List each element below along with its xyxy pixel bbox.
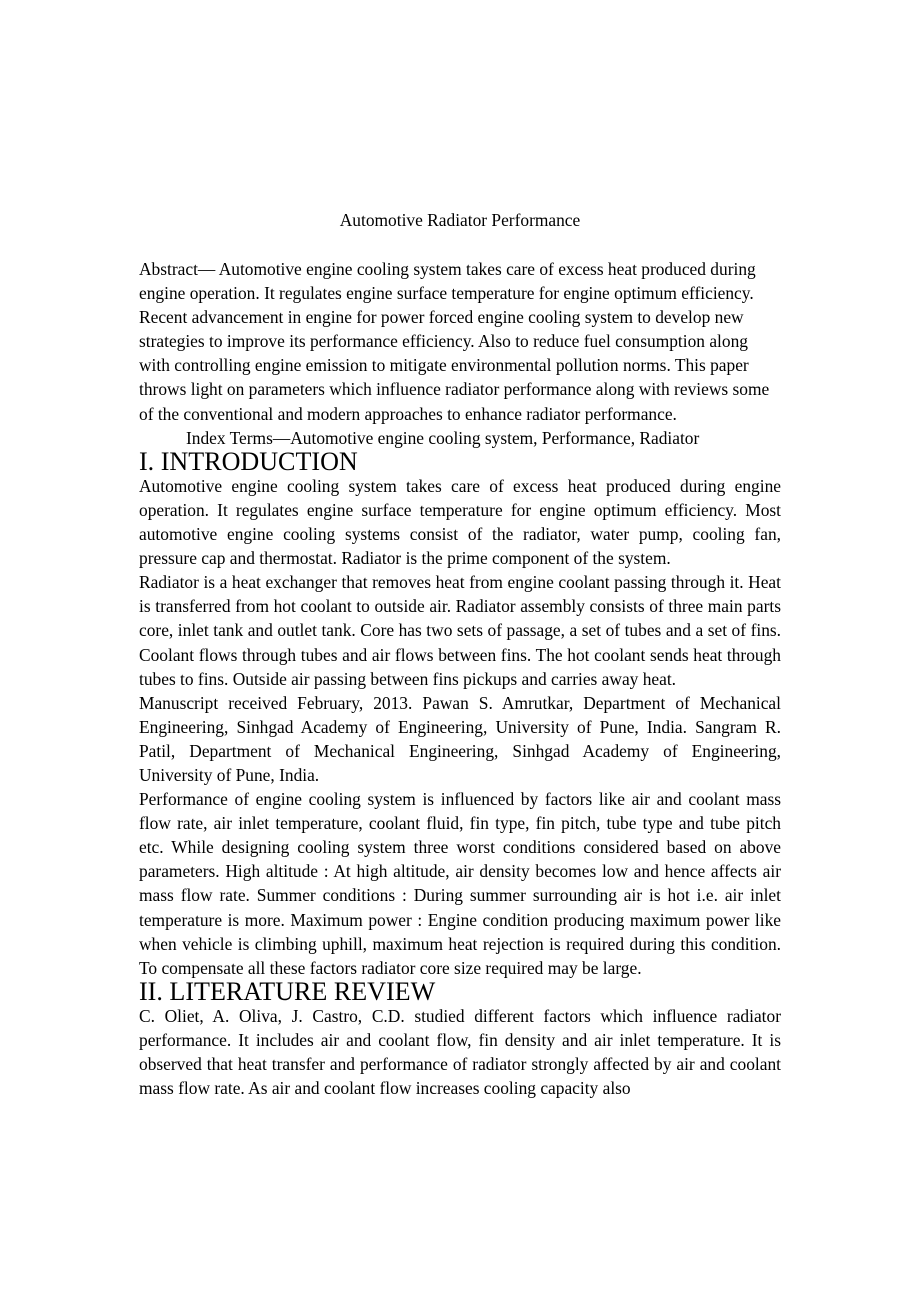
paper-title: Automotive Radiator Performance (339, 210, 581, 230)
intro-paragraph-3: Performance of engine cooling system is influenced by factors like air and coolant mass flow rate, air inlet temperature, coolant fluid, fin type, fin pitch, tube type and tube pitch etc. While designing cooling system three worst conditions considered based on above parameters. High altitude : At high altitude, air density becomes low and hence affects air mass flow rate. Summer conditions : During summer surrounding air is hot i.e. air inlet temperature is more. Maximum power : Engine condition producing maximum power like when vehicle is climbing uphill, maximum heat rejection is required during this condition. To compensate all these factors radiator core size required may be large. (139, 789, 781, 978)
index-terms: Index Terms—Automotive engine cooling system, Performance, Radiator (186, 427, 700, 448)
manuscript-note: Manuscript received February, 2013. Pawan S. Amrutkar, Department of Mechanical Engineering, Sinhgad Academy of Engineering, University of Pune, India. Sangram R. Patil, Department of Mechanical Engineering, Sinhgad Academy of Engineering, University of Pune, India. (139, 692, 781, 785)
paper-page (139, 208, 781, 1100)
section-heading-introduction: I. INTRODUCTION (139, 446, 358, 476)
abstract: Abstract— Automotive engine cooling system takes care of excess heat produced during engine operation. It regulates engine surface temperature for engine optimum efficiency. Recent advancement in engine for power forced engine cooling system to develop new strategies to improve its performance efficiency. Also to reduce fuel consumption along with controlling engine emission to mitigate environmental pollution norms. This paper throws light on parameters which influence radiator performance along with reviews some of the conventional and modern approaches to enhance radiator performance. (139, 259, 770, 424)
literature-paragraph-1: C. Oliet, A. Oliva, J. Castro, C.D. studied different factors which influence radiator performance. It includes air and coolant flow, fin density and air inlet temperature. It is observed that heat transfer and performance of radiator strongly affected by air and coolant mass flow rate. As air and coolant flow increases cooling capacity also (139, 1005, 781, 1099)
intro-paragraph-1: Automotive engine cooling system takes care of excess heat produced during engine operation. It regulates engine surface temperature for engine optimum efficiency. Most automotive engine cooling systems consist of the radiator, water pump, cooling fan, pressure cap and thermostat. Radiator is the prime component of the system. (139, 475, 781, 569)
intro-paragraph-2: Radiator is a heat exchanger that removes heat from engine coolant passing through it. Heat is transferred from hot coolant to outside air. Radiator assembly consists of three main parts core, inlet tank and outlet tank. Core has two sets of passage, a set of tubes and a set of fins. Coolant flows through tubes and air flows between fins. The hot coolant sends heat through tubes to fins. Outside air passing between fins pickups and carries away heat. (139, 572, 781, 689)
section-heading-literature-review: II. LITERATURE REVIEW (139, 976, 436, 1006)
